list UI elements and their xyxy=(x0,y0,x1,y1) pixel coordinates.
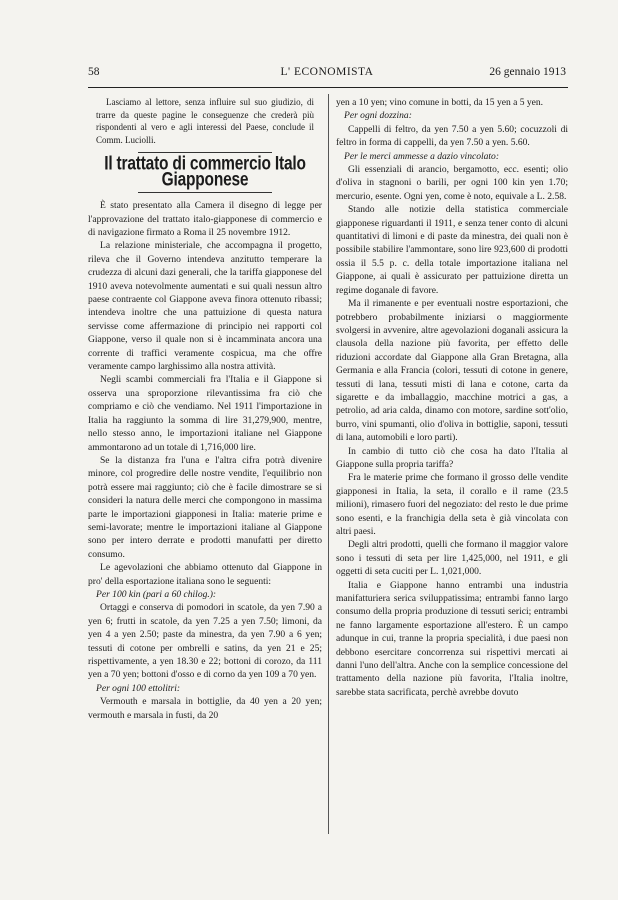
subheading: Per 100 kin (pari a 60 chilog.): xyxy=(96,588,217,600)
paragraph: Le agevolazioni che abbiamo ottenuto dal Giappone in pro' della esportazione italiana sono le seguenti: xyxy=(88,562,322,587)
page-number: 58 xyxy=(88,66,100,78)
subheading: Per ogni dozzina: xyxy=(344,110,412,122)
paragraph: È stato presentato alla Camera il disegno di legge per l'approvazione del trattato italo-giapponese di commercio e di navigazione firmato a Roma il 25 novembre 1912. xyxy=(88,200,322,238)
journal-title: L' ECONOMISTA xyxy=(280,66,374,78)
paragraph: Gli essenziali di arancio, bergamotto, ecc. esenti; olio d'oliva in stagnoni o barili, per ogni 100 kin yen 1.70; mercurio, esente. Ogni yen, come è noto, equivale a L. 2.58. xyxy=(336,164,568,202)
right-column xyxy=(336,96,568,699)
left-column xyxy=(88,96,322,722)
paragraph: La relazione ministeriale, che accompagna il progetto, rileva che il Governo intendeva anzitutto temperare la crudezza di alcuni dazi generali, che la tariffa giapponese del 1910 aveva notevolmente aumentati e sui quali nessun altro paese contraente col Giappone aveva finora ottenuto ribassi; intendeva inoltre che una pattuizione di questa natura servisse come affermazione di principio nei rapporti col Giappone, verso il quale non si è incamminata ancora una corrente di traffici veramente cospicua, ma che offre veramente campo larghissimo alla nostra attività. xyxy=(88,240,322,373)
paragraph: Cappelli di feltro, da yen 7.50 a yen 5.60; cocuzzoli di feltro in forma di cappelli, da yen 7.50 a yen. 5.60. xyxy=(336,123,568,149)
subheading: Per ogni 100 ettolitri: xyxy=(96,682,181,694)
paragraph: yen a 10 yen; vino comune in botti, da 15 yen a 5 yen. xyxy=(336,97,544,108)
heading-rule xyxy=(138,192,272,193)
paragraph: Vermouth e marsala in bottiglie, da 40 yen a 20 yen; vermouth e marsala in fusti, da 20 xyxy=(88,696,322,721)
paragraph: Ma il rimanente e per eventuali nostre esportazioni, che potrebbero probabilmente iniziarsi o maggiormente svolgersi in avvenire, altre agevolazioni doganali assicura la clausola della nazione più favorita, per effetto delle riduzioni accordate dal Giappone alla Gran Bretagna, alla Germania e alla Francia (colori, tessuti di cotone in genere, tessuti di lana, tessuti misti di lana e cotone, carta da sigarette e da imballaggio, macchine motrici a gas, a petrolio, ad aria calda, dinamo con motore, sardine sott'olio, burro, vini spumanti, olio d'oliva in bottiglie, saponi, tessuti di lana, automobili e loro parti). xyxy=(336,298,568,444)
paragraph: Negli scambi commerciali fra l'Italia e il Giappone si osserva una sproporzione rilevantissima fra ciò che compriamo e ciò che vendiamo. Nel 1911 l'importazione in Italia ha raggiunto la somma di lire 31,279,900, mentre, nello stesso anno, le importazioni italiane nel Giappone ammontarono ad un totale di 1,716,000 lire. xyxy=(88,374,322,453)
paragraph: Se la distanza fra l'una e l'altra cifra potrà divenire minore, col progredire delle nostre vendite, l'equilibrio non potrà essere mai raggiunto; ciò che è facile dimostrare se si consideri la natura delle merci che compongono in massima parte le importazioni giapponesi in Italia: materie prime e semi-lavorate; mentre le importazioni italiane al Giappone sono per intero derrate e prodotti manufatti per diretto consumo. xyxy=(88,454,322,560)
issue-date: 26 gennaio 1913 xyxy=(489,66,566,78)
paragraph: Degli altri prodotti, quelli che formano il maggior valore sono i tessuti di seta per lire 1,425,000, nel 1911, e gli oggetti di seta cuciti per L. 1,021,000. xyxy=(336,539,568,578)
paragraph: Fra le materie prime che formano il grosso delle vendite giapponesi in Italia, la seta, il corallo e il rame (23.5 milioni), rimasero fuori del negoziato: del resto le due prime sono esenti, e la franchigia della seta è già vincolata con altri paesi. xyxy=(336,472,568,537)
paragraph: In cambio di tutto ciò che cosa ha dato l'Italia al Giappone sulla propria tariffa? xyxy=(336,445,568,470)
column-divider xyxy=(328,94,329,834)
paragraph: Ortaggi e conserva di pomodori in scatole, da yen 7.90 a yen 6; frutti in scatole, da yen 7.25 a yen 7.50; limoni, da yen 4 a yen 2.50; paste da minestra, da yen 7.90 a 6 yen; tessuti di cotone per ombrelli e satins, da yen 21 e 25; rispettivamente, a yen 18.30 e 22; bottoni di corozo, da 111 yen a 70 yen; bottoni d'osso e di corno da yen 109 a 70 yen. xyxy=(88,602,322,681)
intro-paragraph: Lasciamo al lettore, senza influire sul suo giudizio, di trarre da queste pagine le conseguenze che crederà più rispondenti al vero e agli interessi del Paese, conclude il Comm. Luciolli. xyxy=(96,97,314,145)
paragraph: Stando alle notizie della statistica commerciale giapponese riguardanti il 1911, e senza tener conto di alcuni quantitativi di limoni e di paste da minestra, dei quali non è possibile stabilire l'ammontare, sono lire 923,600 di prodotti ossia il 5.5 p. c. della totale importazione italiana nel Giappone, ai quali è assicurato per pattuizione diretta un regime doganale di favore. xyxy=(336,204,568,296)
header-rule xyxy=(88,87,568,88)
subheading: Per le merci ammesse a dazio vincolato: xyxy=(344,150,500,162)
paragraph: Italia e Giappone hanno entrambi una industria manifatturiera serica sviluppatissima; entrambi fanno largo consumo della propria produzione di tessuti serici; entrambi ne fanno largamente esportazione all'estero. È un campo adunque in cui, tranne la propria specialità, i due paesi non debbono esercitare concorrenza sui rispettivi mercati ai danni l'uno dell'altra. Anche con la semplice concessione del trattamento della nazione più favorita, l'Italia inoltre, sarebbe stata sacrificata, perchè avrebbe dovuto xyxy=(336,579,568,698)
article-heading: Il trattato di commercio Italo Giapponese xyxy=(104,153,306,192)
running-header xyxy=(88,66,566,86)
